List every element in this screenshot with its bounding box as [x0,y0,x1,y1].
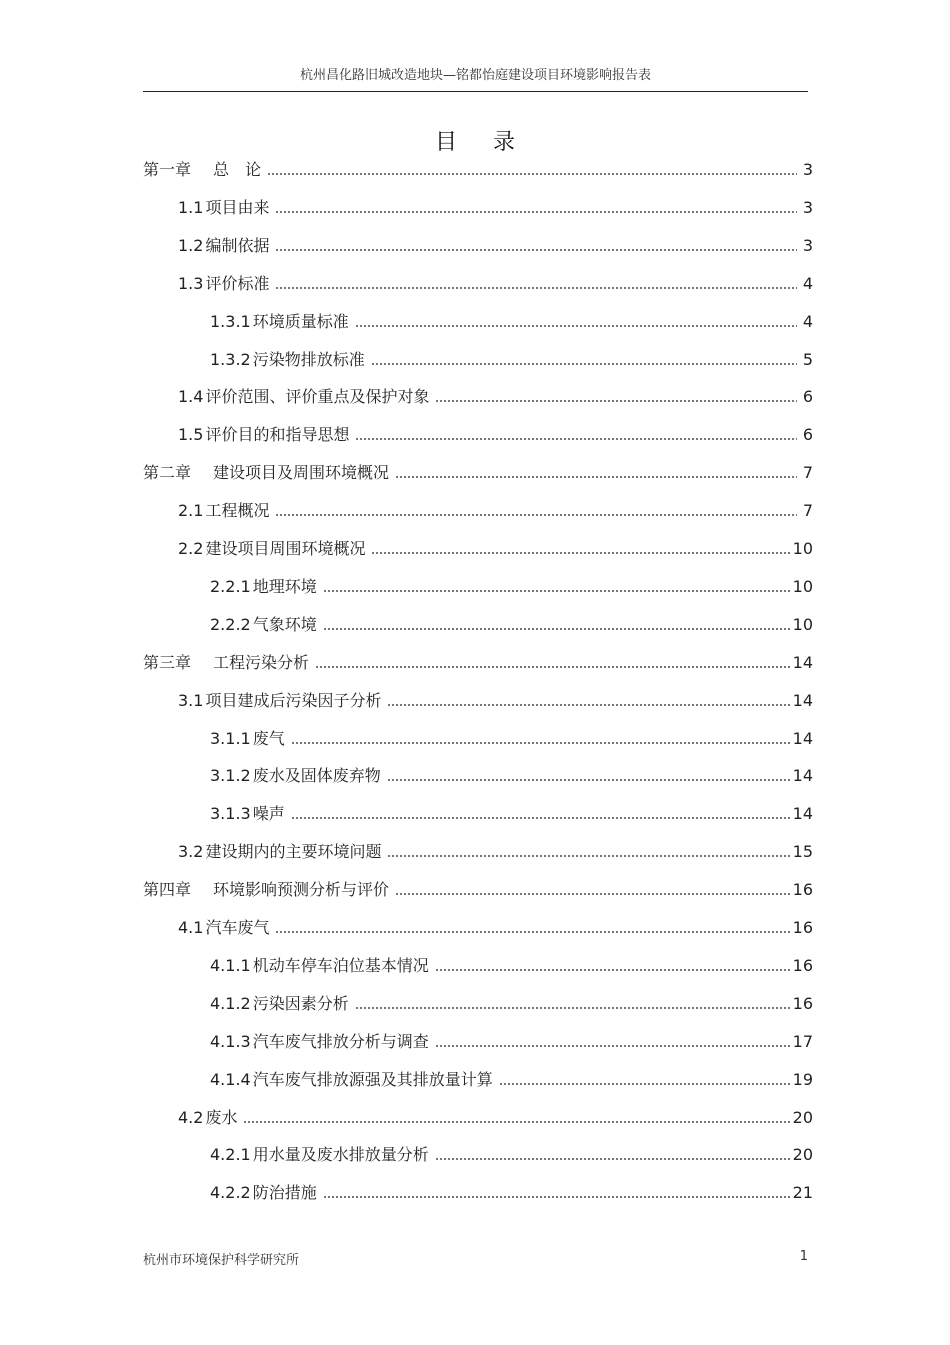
header-divider [143,91,808,92]
toc-entry-number: 第三章 [143,652,192,672]
toc-entry-number: 第四章 [143,880,192,900]
toc-section-entry[interactable] [178,521,813,559]
toc-entry-page: 3 [802,197,813,217]
toc-entry-number: 4.2 [178,1107,204,1127]
toc-entry-page: 10 [792,614,813,634]
toc-dot-leader [275,248,797,252]
toc-section-entry[interactable] [178,369,813,407]
toc-entry-label: 废气 [252,728,285,748]
toc-section-entry[interactable] [178,900,813,938]
toc-dot-leader [355,1006,791,1010]
footer-organization: 杭州市环境保护科学研究所 [143,1253,300,1268]
toc-subsection-entry[interactable] [210,559,813,597]
toc-entry-label: 废水及固体废弃物 [252,766,381,786]
toc-subsection-entry[interactable] [210,294,813,332]
toc-entry-number: 2.2 [178,539,204,558]
toc-dot-leader [275,930,790,934]
toc-entry-page: 7 [802,501,813,521]
toc-entry-number: 4.1.2 [210,993,251,1013]
toc-entry-number: 4.1.1 [210,955,251,975]
toc-entry-label: 地理环境 [252,576,317,596]
toc-entry-page: 17 [792,1031,813,1051]
toc-entry-number: 4.1.3 [210,1031,251,1051]
toc-dot-leader [315,665,791,669]
toc-entry-label: 建设期内的主要环境问题 [205,842,382,862]
toc-entry-number: 2.1 [178,501,204,521]
toc-entry-label: 污染因素分析 [252,993,349,1013]
toc-entry-label: 气象环境 [252,614,317,634]
toc-subsection-entry[interactable] [210,1165,813,1203]
toc-entry-label: 污染物排放标准 [252,349,365,369]
toc-entry-page: 10 [792,539,813,558]
toc-entry-number: 3.1 [178,690,204,710]
toc-entry-page: 6 [802,387,813,407]
toc-entry-label: 汽车废气 [205,918,270,937]
toc-title: 目录 [434,130,551,155]
toc-entry-number: 2.2.2 [210,614,251,634]
toc-dot-leader [387,778,791,782]
toc-dot-leader [387,703,790,707]
toc-entry-label: 防治措施 [252,1183,317,1203]
toc-dot-leader [395,892,791,896]
toc-entry-page: 21 [792,1183,813,1203]
toc-dot-leader [387,854,790,858]
toc-entry-number: 4.1 [178,918,204,937]
toc-dot-leader [435,1044,791,1048]
toc-dot-leader [435,399,797,403]
toc-entry-label: 评价范围、评价重点及保护对象 [205,387,430,407]
toc-entry-number: 第一章 [143,160,192,179]
toc-entry-label: 项目由来 [205,197,270,217]
toc-dot-leader [323,589,791,593]
toc-entry-number: 4.2.2 [210,1183,251,1203]
toc-chapter-entry[interactable] [143,142,813,180]
toc-section-entry[interactable] [178,483,813,521]
toc-section-entry[interactable] [178,1090,813,1128]
toc-entry-number: 1.3 [178,273,204,293]
toc-entry-page: 14 [792,804,813,824]
toc-subsection-entry[interactable] [210,332,813,370]
toc-dot-leader [355,324,797,328]
toc-entry-label: 建设项目周围环境概况 [205,539,366,558]
toc-entry-number: 1.3.1 [210,311,251,331]
toc-dot-leader [275,210,797,214]
toc-entry-label: 机动车停车泊位基本情况 [252,955,429,975]
toc-entry-number: 3.1.1 [210,728,251,748]
toc-dot-leader [355,437,797,441]
toc-entry-label: 用水量及废水排放量分析 [252,1145,429,1165]
toc-entry-number: 1.2 [178,235,204,255]
toc-dot-leader [435,968,791,972]
toc-dot-leader [435,1157,791,1161]
toc-chapter-entry[interactable] [143,635,813,673]
toc-dot-leader [323,1195,791,1199]
toc-entry-label: 噪声 [252,804,285,824]
toc-entry-label: 废水 [205,1107,238,1127]
toc-entry-number: 第二章 [143,463,192,483]
toc-entry-label: 评价标准 [205,273,270,293]
toc-entry-label: 工程污染分析 [213,652,310,672]
toc-entry-page: 15 [792,842,813,862]
toc-dot-leader [243,1120,790,1124]
toc-entry-number: 3.2 [178,842,204,862]
toc-entry-page: 14 [792,690,813,710]
toc-entry-page: 10 [792,576,813,596]
toc-entry-label: 汽车废气排放源强及其排放量计算 [252,1069,493,1089]
toc-entry-number: 1.1 [178,197,204,217]
toc-subsection-entry[interactable] [210,711,813,749]
toc-entry-number: 4.2.1 [210,1145,251,1165]
toc-dot-leader [275,513,797,517]
toc-dot-leader [371,551,790,555]
toc-entry-page: 16 [792,993,813,1013]
toc-subsection-entry[interactable] [210,1014,813,1052]
toc-entry-page: 20 [792,1107,813,1127]
toc-subsection-entry[interactable] [210,786,813,824]
toc-dot-leader [499,1082,791,1086]
toc-entry-label: 环境质量标准 [252,311,349,331]
toc-entry-label: 建设项目及周围环境概况 [213,463,390,483]
toc-entry-page: 16 [792,880,813,900]
toc-section-entry[interactable] [178,218,813,256]
toc-entry-label: 工程概况 [205,501,270,521]
toc-section-entry[interactable] [178,673,813,711]
toc-section-entry[interactable] [178,180,813,218]
toc-entry-page: 3 [802,160,813,179]
toc-section-entry[interactable] [178,407,813,445]
toc-dot-leader [371,362,797,366]
toc-entry-page: 16 [792,918,813,937]
footer-page-number: 1 [799,1249,808,1264]
toc-entry-number: 1.5 [178,425,204,445]
toc-entry-page: 7 [802,463,813,483]
toc-entry-page: 4 [802,273,813,293]
toc-dot-leader [291,741,791,745]
toc-entry-number: 3.1.3 [210,804,251,824]
toc-entry-label: 项目建成后污染因子分析 [205,690,382,710]
toc-dot-leader [267,172,797,176]
toc-entry-number: 1.4 [178,387,204,407]
toc-subsection-entry[interactable] [210,976,813,1014]
toc-entry-page: 16 [792,955,813,975]
toc-entry-page: 14 [792,728,813,748]
toc-subsection-entry[interactable] [210,938,813,976]
toc-entry-label: 环境影响预测分析与评价 [213,880,390,900]
toc-entry-page: 3 [802,235,813,255]
toc-dot-leader [395,475,797,479]
page-header: 杭州昌化路旧城改造地块—铭都怡庭建设项目环境影响报告表 [299,68,651,83]
toc-section-entry[interactable] [178,824,813,862]
toc-entry-number: 2.2.1 [210,576,251,596]
toc-entry-label: 总 论 [213,160,262,179]
toc-dot-leader [291,816,791,820]
toc-entry-page: 20 [792,1145,813,1165]
toc-entry-page: 6 [802,425,813,445]
toc-entry-page: 14 [792,766,813,786]
toc-entry-page: 5 [802,349,813,369]
toc-chapter-entry[interactable] [143,862,813,900]
toc-subsection-entry[interactable] [210,748,813,786]
toc-dot-leader [323,627,791,631]
toc-subsection-entry[interactable] [210,597,813,635]
toc-entry-label: 编制依据 [205,235,270,255]
toc-entry-page: 19 [792,1069,813,1089]
toc-entry-number: 4.1.4 [210,1069,251,1089]
toc-entry-label: 汽车废气排放分析与调查 [252,1031,429,1051]
toc-entry-page: 4 [802,311,813,331]
toc-entry-number: 1.3.2 [210,349,251,369]
toc-entry-page: 14 [792,652,813,672]
toc-subsection-entry[interactable] [210,1127,813,1165]
toc-entry-number: 3.1.2 [210,766,251,786]
toc-entry-label: 评价目的和指导思想 [205,425,350,445]
toc-section-entry[interactable] [178,256,813,294]
toc-dot-leader [275,286,797,290]
toc-chapter-entry[interactable] [143,445,813,483]
toc-subsection-entry[interactable] [210,1052,813,1090]
